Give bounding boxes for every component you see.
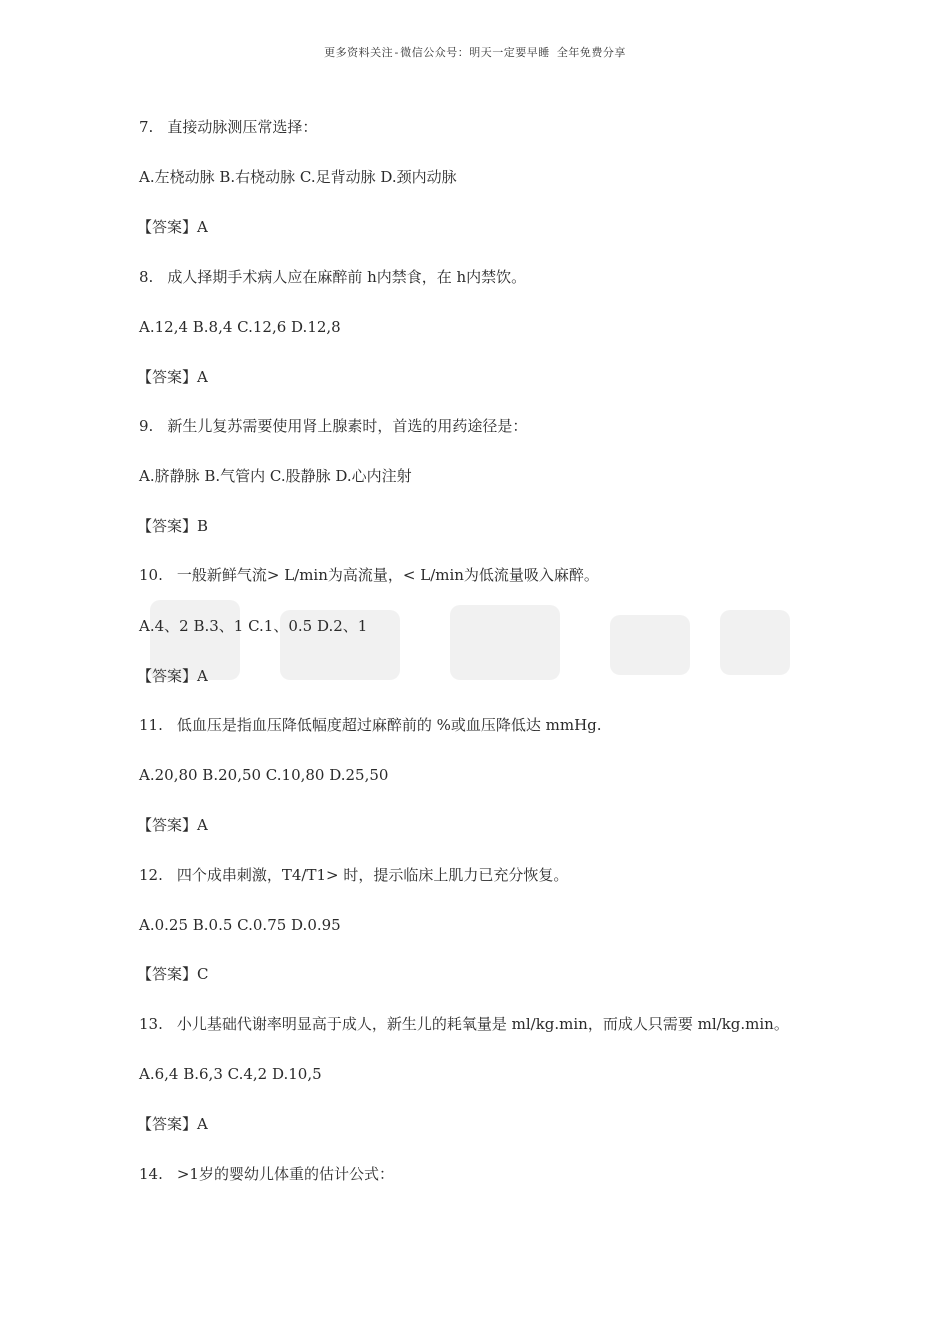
- question-number: 10.: [139, 566, 163, 584]
- question-9: [139, 416, 527, 436]
- answer-7: 【答案】A: [137, 218, 208, 236]
- question-8: [139, 267, 526, 287]
- question-number: 14.: [139, 1165, 163, 1183]
- question-text: 直接动脉测压常选择：: [167, 118, 318, 136]
- question-text: 四个成串刺激，T4/T1> 时，提示临床上肌力已充分恢复。: [176, 866, 569, 884]
- options-11: A.20,80 B.20,50 C.10,80 D.25,50: [139, 766, 389, 784]
- answer-13: 【答案】A: [137, 1115, 208, 1133]
- question-number: 9.: [139, 417, 154, 435]
- question-text: 成人择期手术病人应在麻醉前 h内禁食，在 h内禁饮。: [167, 268, 527, 286]
- question-text: 一般新鲜气流> L/min为高流量，< L/min为低流量吸入麻醉。: [176, 566, 599, 584]
- options-13: A.6,4 B.6,3 C.4,2 D.10,5: [139, 1065, 322, 1083]
- question-text: 低血压是指血压降低幅度超过麻醉前的 %或血压降低达 mmHg.: [176, 716, 602, 734]
- options-9: A.脐静脉 B.气管内 C.股静脉 D.心内注射: [139, 467, 412, 485]
- answer-12: 【答案】C: [137, 965, 209, 983]
- options-8: A.12,4 B.8,4 C.12,6 D.12,8: [139, 318, 341, 336]
- options-10: A.4、2 B.3、1 C.1、0.5 D.2、1: [139, 617, 368, 635]
- options-7: A.左桡动脉 B.右桡动脉 C.足背动脉 D.颈内动脉: [139, 168, 457, 186]
- question-7: [139, 117, 317, 137]
- question-14: [139, 1164, 394, 1184]
- options-12: A.0.25 B.0.5 C.0.75 D.0.95: [139, 916, 341, 934]
- question-number: 8.: [139, 268, 154, 286]
- answer-11: 【答案】A: [137, 816, 208, 834]
- question-number: 13.: [139, 1015, 163, 1033]
- page-header: 更多资料关注-微信公众号：明天一定要早睡 全年免费分享: [324, 46, 626, 59]
- question-text: 小儿基础代谢率明显高于成人，新生儿的耗氧量是 ml/kg.min，而成人只需要 ml/kg.min。: [176, 1015, 789, 1033]
- answer-10: 【答案】A: [137, 667, 208, 685]
- question-13: [139, 1014, 789, 1034]
- answer-8: 【答案】A: [137, 368, 208, 386]
- question-text: 新生儿复苏需要使用肾上腺素时，首选的用药途径是：: [167, 417, 528, 435]
- watermark: [150, 590, 800, 690]
- question-11: [139, 715, 602, 735]
- question-number: 7.: [139, 118, 154, 136]
- answer-9: 【答案】B: [137, 517, 209, 535]
- question-number: 11.: [139, 716, 163, 734]
- question-number: 12.: [139, 866, 163, 884]
- question-10: [139, 565, 599, 585]
- question-12: [139, 865, 568, 885]
- question-text: >1岁的婴幼儿体重的估计公式：: [176, 1165, 394, 1183]
